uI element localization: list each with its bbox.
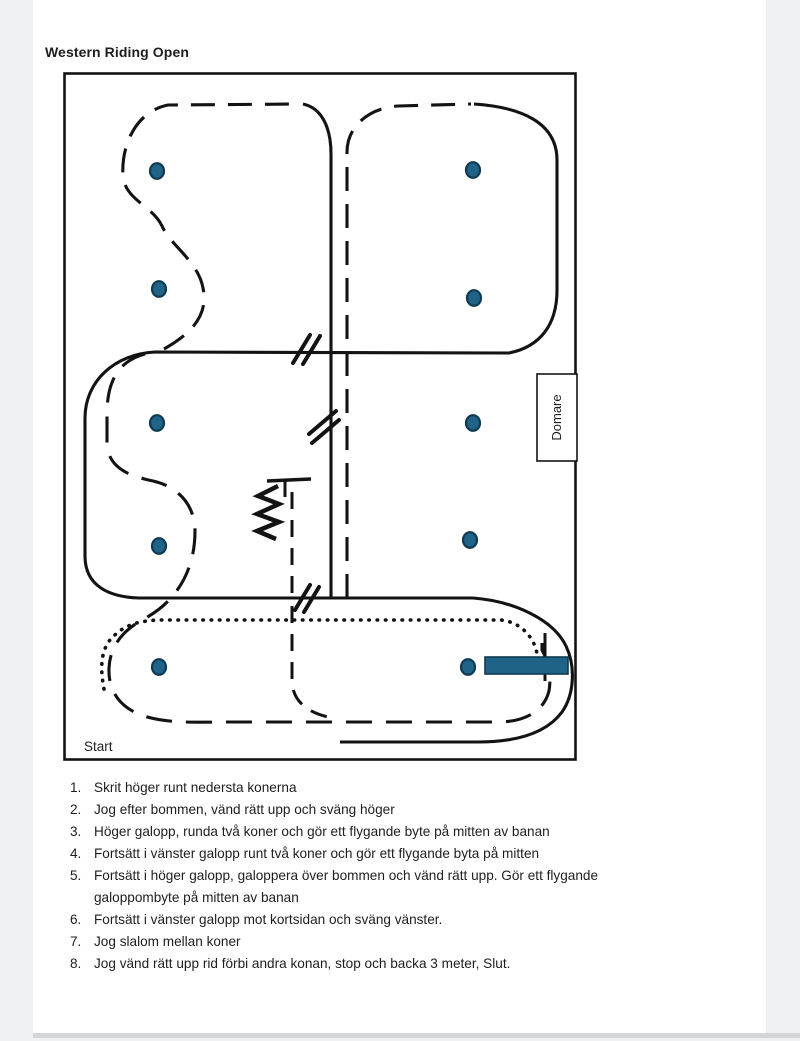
- instruction-number: 1.: [70, 780, 82, 795]
- cone: [466, 415, 480, 431]
- page-edge-band: [33, 1033, 800, 1038]
- instruction-text: Jog efter bommen, vänd rätt upp och sväng höger: [94, 802, 395, 817]
- path-slalom-vertical-dashed-lower: [292, 606, 333, 718]
- cone: [461, 659, 475, 675]
- instruction-text: Jog slalom mellan koner: [94, 934, 241, 949]
- zigzag-jog-marker: [257, 486, 279, 539]
- cone: [463, 532, 477, 548]
- instruction-number: 6.: [70, 912, 82, 927]
- instruction-text: Fortsätt i vänster galopp mot kortsidan och sväng vänster.: [94, 912, 443, 927]
- instruction-item: [70, 865, 695, 909]
- cone: [150, 163, 164, 179]
- path-top-right-loop-dashed: [347, 104, 471, 598]
- instruction-item: [70, 777, 695, 799]
- cone: [467, 290, 481, 306]
- instruction-list: [70, 777, 695, 975]
- judge-label: Domare: [549, 394, 564, 441]
- instruction-text: Höger galopp, runda två koner och gör ett flygande byte på mitten av banan: [94, 824, 550, 839]
- cone: [152, 281, 166, 297]
- instruction-text: Jog vänd rätt upp rid förbi andra konan, stop och backa 3 meter, Slut.: [94, 956, 511, 971]
- path-serpentine-top-left-dashed: [123, 104, 301, 349]
- instruction-number: 8.: [70, 956, 82, 971]
- cone: [466, 162, 480, 178]
- instruction-number: 5.: [70, 868, 82, 883]
- cone: [150, 415, 164, 431]
- instruction-item: [70, 953, 695, 975]
- instruction-number: 4.: [70, 846, 82, 861]
- instruction-number: 2.: [70, 802, 82, 817]
- lead-change-mark-middle: [312, 420, 339, 443]
- path-serpentine-mid-left-dashed: [107, 354, 550, 722]
- instruction-text: Fortsätt i vänster galopp runt två koner och gör ett flygande byta på mitten: [94, 846, 540, 861]
- instruction-item: [70, 821, 695, 843]
- pole-bar: [485, 657, 568, 674]
- instruction-text: Skrit höger runt nedersta konerna: [94, 780, 297, 795]
- document-title: Western Riding Open: [45, 44, 189, 60]
- instruction-item: [70, 799, 695, 821]
- pattern-svg: [59, 68, 585, 765]
- path-walk-dotted: [102, 620, 538, 689]
- riding-pattern-diagram: [59, 68, 585, 765]
- instruction-text: Fortsätt i höger galopp, galoppera över bommen och vänd rätt upp. Gör ett flygande galoppombyte på mitten av banan: [94, 868, 599, 905]
- cone: [152, 659, 166, 675]
- zigzag-marker-bar: [267, 479, 311, 481]
- instruction-item: [70, 843, 695, 865]
- cone: [152, 538, 166, 554]
- instruction-number: 3.: [70, 824, 82, 839]
- instruction-item: [70, 931, 695, 953]
- instruction-number: 7.: [70, 934, 82, 949]
- instruction-item: [70, 909, 695, 931]
- start-label: Start: [84, 739, 113, 754]
